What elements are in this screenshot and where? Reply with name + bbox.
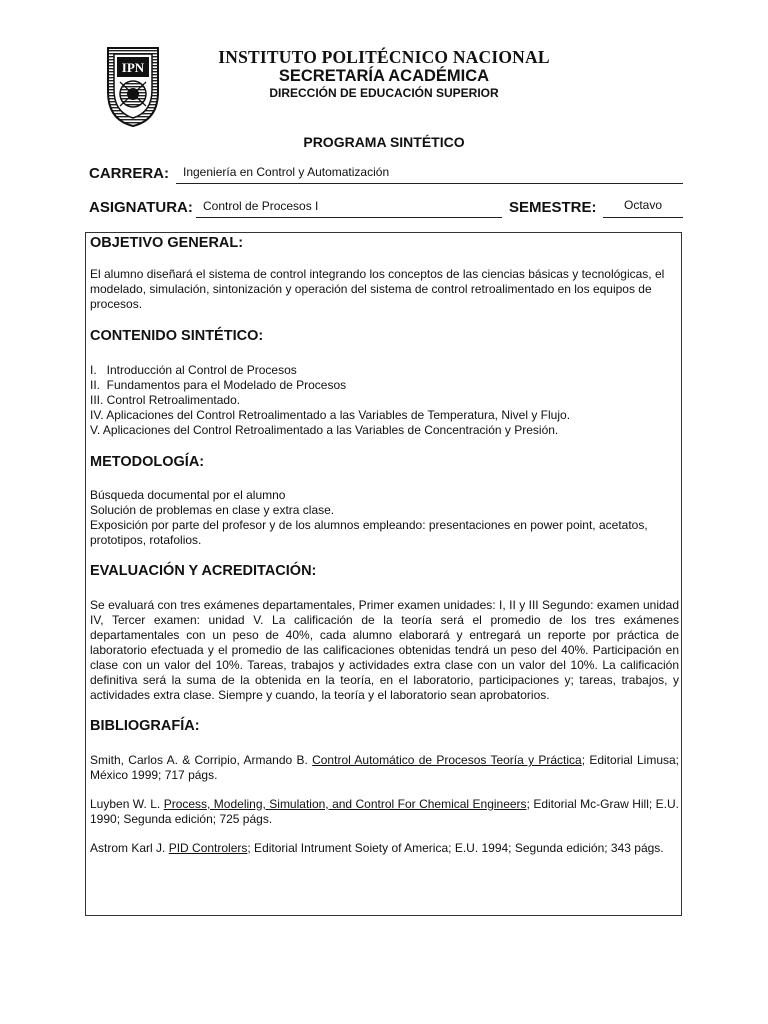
subject-label: ASIGNATURA: [89, 199, 193, 216]
institution-name: INSTITUTO POLITÉCNICO NACIONAL [218, 47, 550, 67]
bibliography-entry [90, 841, 679, 856]
methodology-item: Búsqueda documental por el alumno [90, 488, 286, 502]
ipn-seal-icon [104, 44, 162, 128]
logo-lettering: IPN [121, 60, 145, 75]
content-heading: CONTENIDO SINTÉTICO: [90, 328, 264, 344]
bib-authors: Luyben W. L. [90, 797, 164, 811]
bibliography-entry [90, 797, 679, 827]
bib-title: Control Automático de Procesos Teoría y Práctica [312, 753, 582, 767]
secretariat-name: SECRETARÍA ACADÉMICA [278, 67, 490, 85]
methodology-item: Solución de problemas en clase y extra clase. [90, 503, 335, 517]
methodology-heading: METODOLOGÍA: [90, 454, 205, 470]
content-item: II. Fundamentos para el Modelado de Procesos [90, 378, 347, 392]
bib-title: Process, Modeling, Simulation, and Control For Chemical Engineers [163, 797, 527, 811]
bibliography-heading: BIBLIOGRAFÍA: [90, 718, 200, 734]
evaluation-heading: EVALUACIÓN Y ACREDITACIÓN: [90, 563, 317, 579]
subject-value: Control de Procesos I [203, 199, 319, 213]
content-item: V. Aplicaciones del Control Retroalimentado a las Variables de Concentración y Presión. [90, 423, 559, 437]
content-item: III. Control Retroalimentado. [90, 393, 241, 407]
direction-name: DIRECCIÓN DE EDUCACIÓN SUPERIOR [269, 86, 499, 100]
career-label: CARRERA: [89, 165, 169, 182]
evaluation-text: Se evaluará con tres exámenes departamentales, Primer examen unidades: I, II y III Segundo: examen unidad IV, Tercer examen: unidad V. La calificación de la teoría será el promedio de los tres exámenes departamentales con un peso de 40%, cada alumno elaborará y entregará un reporte por práctica de laboratorio efectuada y el promedio de las calificaciones obtenidas tendrá un peso del 40%. Participación en clase con un valor del 10%. Tareas, trabajos y actividades extra clase con un valor del 10%. La calificación definitiva será la suma de la obtenida en la teoría, en el laboratorio, participaciones y; tareas, trabajos, y actividades extra clase. Siempre y cuando, la teoría y el laboratorio sean aprobatorios. [90, 598, 679, 702]
semester-underline [603, 217, 683, 218]
content-item: I. Introducción al Control de Procesos [90, 363, 297, 377]
bib-authors: Smith, Carlos A. & Corripio, Armando B. [90, 753, 313, 767]
career-underline [176, 183, 683, 184]
objective-heading: OBJETIVO GENERAL: [90, 235, 244, 251]
bib-details: ; Editorial Limusa; México 1999; 717 págs. [90, 753, 679, 782]
semester-value: Octavo [623, 198, 662, 212]
bib-authors: Astrom Karl J. [90, 841, 169, 855]
program-title: PROGRAMA SINTÉTICO [303, 134, 465, 150]
bib-details: ; Editorial Intrument Soiety of America; E.U. 1994; Segunda edición; 343 págs. [247, 841, 664, 855]
objective-text: El alumno diseñará el sistema de control integrando los conceptos de las ciencias básicas y tecnológicas, el modelado, simulación, sintonización y operación del sistema de control retroalimentado en los equipos de procesos. [90, 267, 665, 311]
bib-details: ; Editorial Mc-Graw Hill; E.U. 1990; Segunda edición; 725 págs. [90, 797, 679, 826]
content-item: IV. Aplicaciones del Control Retroalimentado a las Variables de Temperatura, Nivel y Flujo. [90, 408, 571, 422]
bib-title: PID Controlers [168, 841, 248, 855]
bibliography-entry [90, 753, 679, 783]
subject-underline [196, 217, 502, 218]
semester-label: SEMESTRE: [509, 199, 597, 216]
methodology-list [90, 488, 679, 548]
content-list [90, 363, 679, 438]
career-value: Ingeniería en Control y Automatización [183, 165, 390, 179]
ipn-logo [104, 44, 162, 128]
methodology-item: Exposición por parte del profesor y de los alumnos empleando: presentaciones en power point, acetatos, prototipos, rotafolios. [90, 518, 648, 547]
